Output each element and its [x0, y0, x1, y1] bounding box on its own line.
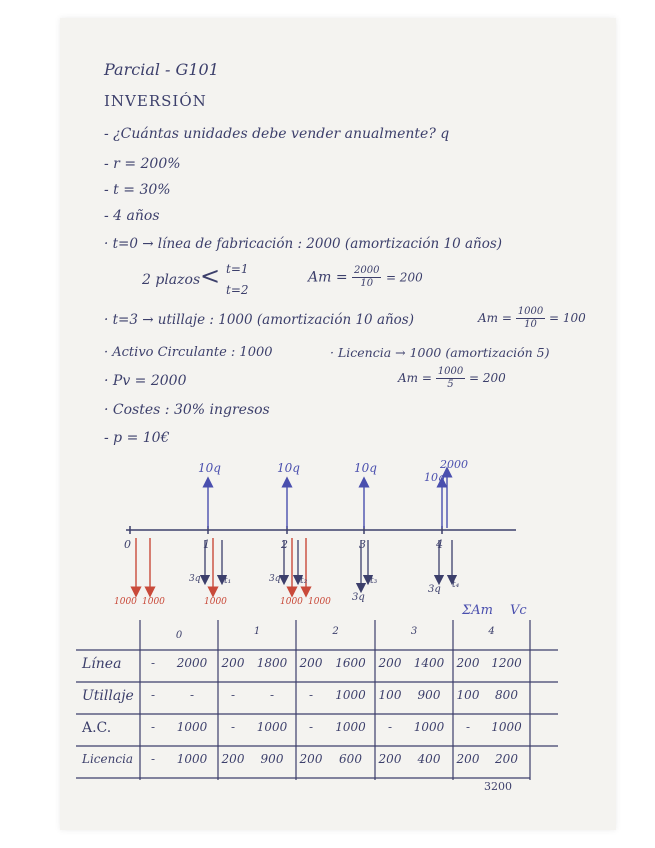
table-cell: 200 — [299, 656, 323, 670]
tax-label-3: t₃ — [370, 576, 378, 586]
inflow-label-4: 10q — [424, 471, 446, 484]
table-cell: 1000 — [335, 688, 366, 702]
residual-label: 2000 — [440, 458, 468, 471]
outflow-label-0a: 1000 — [114, 597, 137, 607]
table-cell: - — [189, 688, 195, 702]
am-label-3: Am = — [398, 371, 432, 385]
question-text: - ¿Cuántas unidades debe vender anualmente? q — [104, 126, 450, 142]
table-cell: 1600 — [335, 656, 366, 670]
table-cell: 200 — [221, 752, 245, 766]
given-costes: · Costes : 30% ingresos — [104, 402, 270, 418]
sum-am-label: ΣAm — [462, 603, 493, 618]
am2-numerator: 1000 — [517, 306, 544, 317]
table-cell: 1400 — [413, 656, 445, 670]
given-licencia: · Licencia → 1000 (amortización 5) — [330, 345, 550, 360]
table-cell: 1000 — [176, 752, 208, 766]
table-cell: 200 — [378, 656, 402, 670]
table-cell: - — [387, 720, 393, 734]
table-cell: 200 — [456, 752, 480, 766]
table-cell: - — [308, 688, 314, 702]
table-cell: 800 — [495, 688, 518, 702]
table-cell: - — [230, 688, 236, 702]
table-cell: 2000 — [176, 656, 208, 670]
col-header-1-text: 1 — [253, 626, 261, 637]
inflow-label-2: 10q — [277, 461, 300, 475]
inflow-label-1: 10q — [198, 461, 221, 475]
table-cell: 1000 — [335, 720, 366, 734]
cost-label-2: 3q — [269, 574, 281, 584]
given-r: - r = 200% — [104, 156, 181, 172]
col-header-2-text: 2 — [332, 626, 339, 637]
table-cell: - — [150, 720, 156, 734]
row-label-linea: Línea — [82, 656, 122, 672]
table-cell: 900 — [417, 688, 441, 702]
table-cell: 600 — [339, 752, 362, 766]
table-cell: 1800 — [256, 656, 288, 670]
table-total: 3200 — [484, 780, 512, 793]
tick-label-2: 2 — [281, 538, 288, 551]
outflow-label-2a: 1000 — [280, 597, 303, 607]
tax-label-2: t₂ — [300, 576, 308, 586]
table-cell: - — [150, 752, 156, 766]
given-years: - 4 años — [104, 208, 160, 224]
table-cell: - — [269, 688, 275, 702]
table-cell: 200 — [378, 752, 402, 766]
page-title: Parcial - G101 — [104, 60, 219, 79]
given-pv: · Pv = 2000 — [104, 373, 187, 389]
am2-denominator: 10 — [524, 319, 537, 330]
am1-denominator: 10 — [360, 278, 374, 289]
section-title: INVERSIÓN — [104, 92, 207, 110]
am1-result: = 200 — [385, 270, 423, 285]
outflow-label-2b: 1000 — [308, 597, 331, 607]
table-cell: 200 — [221, 656, 245, 670]
col-header-4-text: 4 — [488, 626, 495, 637]
table-cell: 200 — [495, 752, 518, 766]
col-header-0-text: 0 — [175, 630, 183, 641]
row-label-utillaje: Utillaje — [82, 688, 134, 704]
plazo-1: t=1 — [226, 262, 249, 276]
given-activo: · Activo Circulante : 1000 — [104, 345, 273, 360]
tick-label-3: 3 — [359, 538, 366, 551]
table-cell: 1000 — [256, 720, 288, 734]
table-cell: 200 — [456, 656, 480, 670]
table-cell: 900 — [260, 752, 284, 766]
tick-label-4: 4 — [436, 538, 443, 551]
am3-numerator: 1000 — [437, 366, 464, 377]
am1-numerator: 2000 — [354, 265, 380, 276]
table-cell: 1200 — [491, 656, 522, 670]
table-cell: 100 — [456, 688, 480, 702]
col-header-3-text: 3 — [410, 626, 418, 637]
vc-label: Vc — [510, 603, 527, 618]
given-price: - p = 10€ — [104, 430, 170, 446]
table-cell: - — [230, 720, 236, 734]
table-cell: - — [150, 688, 156, 702]
table-cell: - — [308, 720, 314, 734]
outflow-label-1: 1000 — [204, 597, 227, 607]
tick-label-0: 0 — [124, 538, 131, 551]
table-cell: 1000 — [491, 720, 522, 734]
table-cell: 1000 — [413, 720, 445, 734]
cost-label-4: 3q — [428, 584, 441, 595]
tax-label-4: t₄ — [452, 580, 460, 590]
plazo-2: t=2 — [226, 283, 249, 297]
tax-label-1: t₁ — [224, 576, 232, 586]
angle-bracket: < — [200, 262, 221, 290]
row-label-ac: A.C. — [82, 720, 112, 736]
table-cell: 200 — [299, 752, 323, 766]
am-label-2: Am = — [478, 311, 512, 325]
am2-result: = 100 — [549, 311, 586, 325]
table-cell: 1000 — [176, 720, 208, 734]
plazos-label: 2 plazos — [142, 272, 201, 288]
table-cell: - — [150, 656, 156, 670]
table-cell: 400 — [417, 752, 441, 766]
given-t: - t = 30% — [104, 182, 171, 198]
tick-label-1: 1 — [203, 538, 210, 551]
am3-result: = 200 — [469, 371, 506, 385]
cost-label-3: 3q — [352, 592, 365, 603]
table-cell: - — [465, 720, 471, 734]
am3-denominator: 5 — [447, 379, 454, 390]
given-t0: · t=0 → línea de fabricación : 2000 (amortización 10 años) — [104, 236, 503, 252]
row-label-licencia: Licencia — [82, 752, 134, 766]
table-cell: 100 — [378, 688, 402, 702]
am-label: Am = — [308, 269, 348, 286]
inflow-label-3: 10q — [354, 461, 377, 475]
outflow-label-0b: 1000 — [142, 597, 165, 607]
given-t3: · t=3 → utillaje : 1000 (amortización 10 años) — [104, 312, 415, 328]
cost-label-1: 3q — [189, 574, 201, 584]
